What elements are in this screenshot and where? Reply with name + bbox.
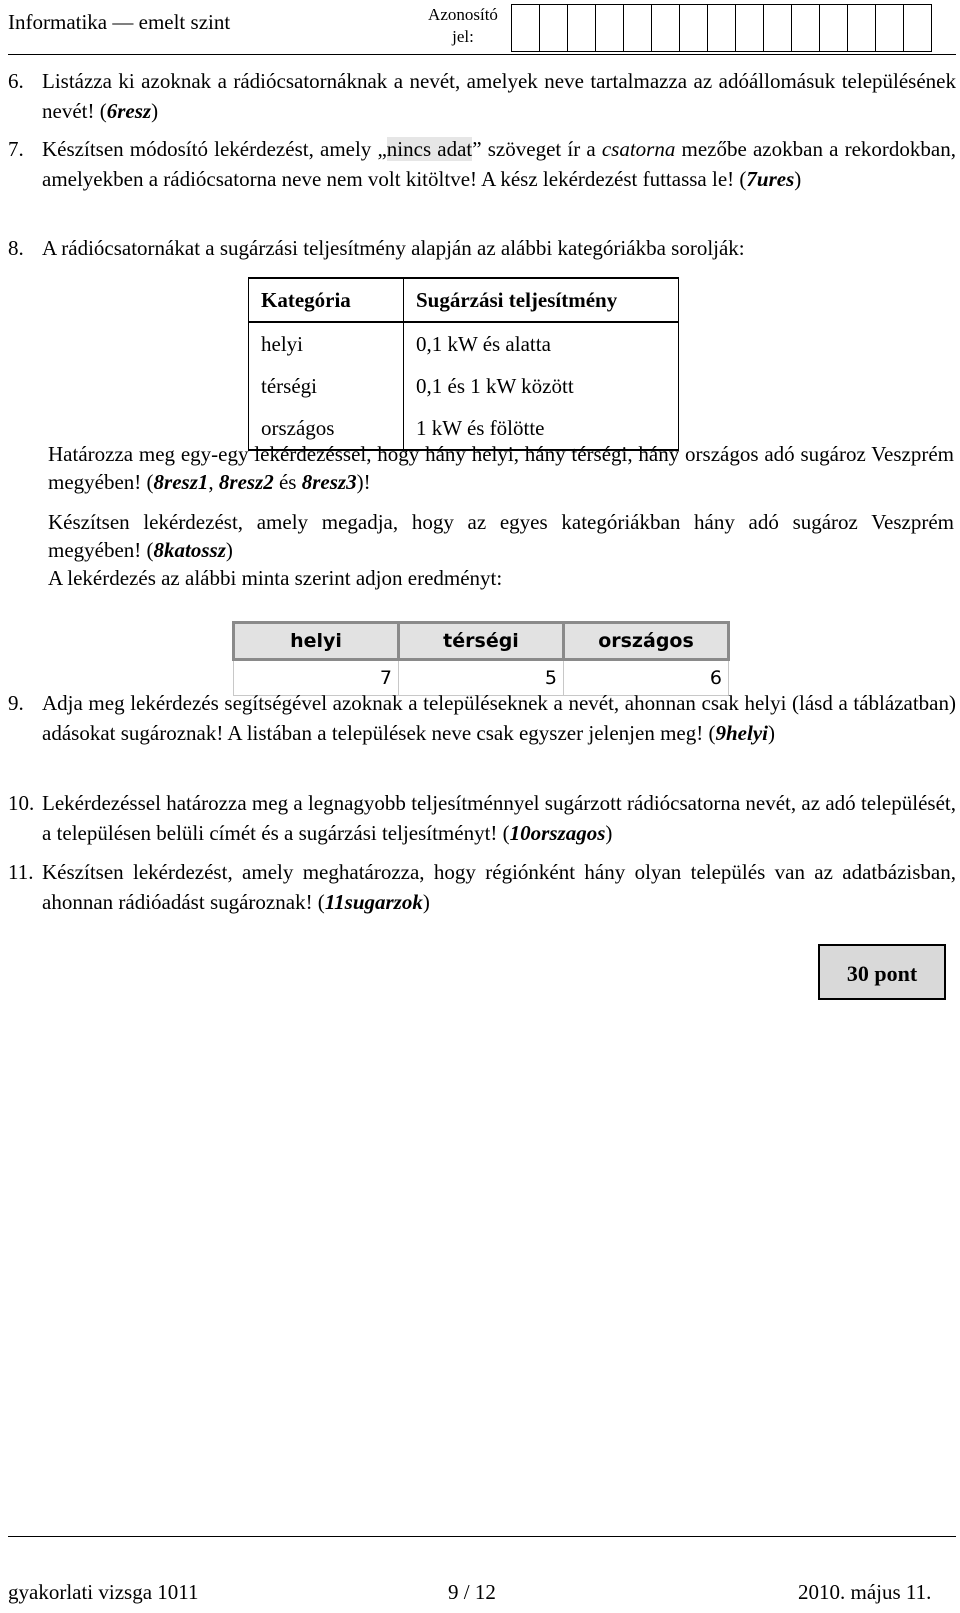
task-8-paragraph-1	[48, 440, 954, 496]
task-text-body: Készítsen lekérdezést, amely megadja, hogy az egyes kategóriákban hány adó sugároz Veszprém megyében! (	[48, 510, 954, 562]
id-box[interactable]	[651, 4, 680, 52]
footer-page-number: 9 / 12	[448, 1580, 496, 1604]
separator: ,	[208, 470, 219, 494]
separator: és	[273, 470, 302, 494]
id-box[interactable]	[567, 4, 596, 52]
task-text-body: mezőbe azokban a rekordokban, amelyekben a rádiócsatorna neve nem volt kitöltve! A kész lekérdezést futtassa le! (	[42, 137, 956, 191]
id-box[interactable]	[595, 4, 624, 52]
paren: )	[794, 167, 802, 191]
task-number: 11.	[8, 860, 34, 884]
footer-divider	[8, 1536, 956, 1537]
task-number: 6.	[8, 69, 24, 93]
task-6	[8, 66, 956, 126]
paren: )	[605, 821, 613, 845]
table-cell: 5	[399, 660, 564, 696]
highlighted-value: nincs adat	[386, 137, 473, 161]
task-text	[42, 688, 956, 748]
task-number: 9.	[8, 691, 24, 715]
task-number: 7.	[8, 137, 24, 161]
table-header-cell: országos	[564, 623, 729, 660]
task-text	[42, 66, 956, 126]
id-box[interactable]	[707, 4, 736, 52]
id-box[interactable]	[819, 4, 848, 52]
query-name: 6resz	[106, 99, 152, 123]
task-text-body: Határozza meg egy-egy lekérdezéssel, hogy hány helyi, hány térségi, hány országos adó sugároz Veszprém megyében! (	[48, 442, 954, 494]
task-8-paragraph-2	[48, 508, 954, 592]
id-box[interactable]	[903, 4, 932, 52]
query-name: 8katossz	[153, 538, 226, 562]
task-8	[8, 233, 956, 263]
table-header-cell: térségi	[399, 623, 564, 660]
table-header-row	[234, 623, 729, 660]
footer-exam-code: gyakorlati vizsga 1011	[8, 1580, 199, 1604]
task-9	[8, 688, 956, 748]
paren: )	[151, 99, 159, 123]
task-text-body: Listázza ki azoknak a rádiócsatornáknak a nevét, amelyek neve tartalmazza az adóállomásuk településének nevét! (	[42, 69, 956, 123]
id-label-line2: jel:	[452, 27, 474, 46]
id-box[interactable]	[679, 4, 708, 52]
query-name: 9helyi	[715, 721, 768, 745]
id-box[interactable]	[623, 4, 652, 52]
task-text	[42, 788, 956, 848]
table-cell: 0,1 és 1 kW között	[404, 365, 679, 407]
table-header-cell: helyi	[234, 623, 399, 660]
task-text-body: Készítsen módosító lekérdezést, amely „	[42, 137, 387, 161]
table-cell: helyi	[249, 322, 404, 365]
points-box: 30 pont	[818, 944, 946, 1000]
table-header-cell: Kategória	[249, 278, 404, 322]
footer-date: 2010. május 11.	[798, 1580, 932, 1604]
task-text: A rádiócsatornákat a sugárzási teljesítmény alapján az alábbi kategóriákba sorolják:	[42, 236, 745, 260]
id-boxes	[512, 4, 932, 52]
id-box[interactable]	[511, 4, 540, 52]
id-box[interactable]	[735, 4, 764, 52]
paren: )	[225, 538, 233, 562]
table-cell: országos	[249, 407, 404, 450]
table-cell: 7	[234, 660, 399, 696]
query-name: 8resz3	[301, 470, 357, 494]
id-box[interactable]	[791, 4, 820, 52]
id-box[interactable]	[875, 4, 904, 52]
task-text-body: A lekérdezés az alábbi minta szerint adjon eredményt:	[48, 566, 503, 590]
table-header-cell: Sugárzási teljesítmény	[404, 278, 679, 322]
task-10	[8, 788, 956, 848]
query-name: 8resz2	[218, 470, 274, 494]
task-text	[42, 134, 956, 194]
sample-result-table	[232, 621, 730, 696]
id-label-line1: Azonosító	[428, 5, 498, 24]
id-box[interactable]	[847, 4, 876, 52]
task-text-body: Lekérdezéssel határozza meg a legnagyobb teljesítménnyel sugárzott rádiócsatorna nevét, az adó települését, a településen belüli címét és a sugárzási teljesítményt! (	[42, 791, 956, 845]
paren: )	[422, 890, 430, 914]
table-row	[249, 365, 679, 407]
table-cell: 6	[564, 660, 729, 696]
id-box[interactable]	[539, 4, 568, 52]
task-text-body: ” szöveget ír a	[472, 137, 602, 161]
task-text	[42, 857, 956, 917]
task-number: 10.	[8, 791, 35, 815]
paren: )!	[356, 470, 371, 494]
field-name: csatorna	[601, 137, 676, 161]
query-name: 11sugarzok	[324, 890, 423, 914]
query-name: 7ures	[746, 167, 795, 191]
table-row	[249, 322, 679, 365]
paren: )	[767, 721, 775, 745]
table-cell: térségi	[249, 365, 404, 407]
task-number: 8.	[8, 236, 24, 260]
header-divider	[8, 54, 956, 55]
category-table	[248, 277, 679, 451]
table-header-row	[249, 278, 679, 322]
query-name: 8resz1	[153, 470, 209, 494]
table-cell: 0,1 kW és alatta	[404, 322, 679, 365]
task-11	[8, 857, 956, 917]
id-box[interactable]	[763, 4, 792, 52]
task-7	[8, 134, 956, 194]
query-name: 10orszagos	[509, 821, 606, 845]
task-text-body: Készítsen lekérdezést, amely meghatározza, hogy régiónként hány olyan település van az adatbázisban, ahonnan rádióadást sugároznak! (	[42, 860, 956, 914]
table-cell: 1 kW és fölötte	[404, 407, 679, 450]
header-title: Informatika — emelt szint	[8, 10, 231, 34]
id-label	[420, 4, 506, 48]
task-text-body: Adja meg lekérdezés segítségével azoknak a településeknek a nevét, ahonnan csak helyi (lásd a táblázatban) adásokat sugároznak! A listában a települések neve csak egyszer jelenjen meg! (	[42, 691, 956, 745]
page-header	[8, 0, 956, 54]
